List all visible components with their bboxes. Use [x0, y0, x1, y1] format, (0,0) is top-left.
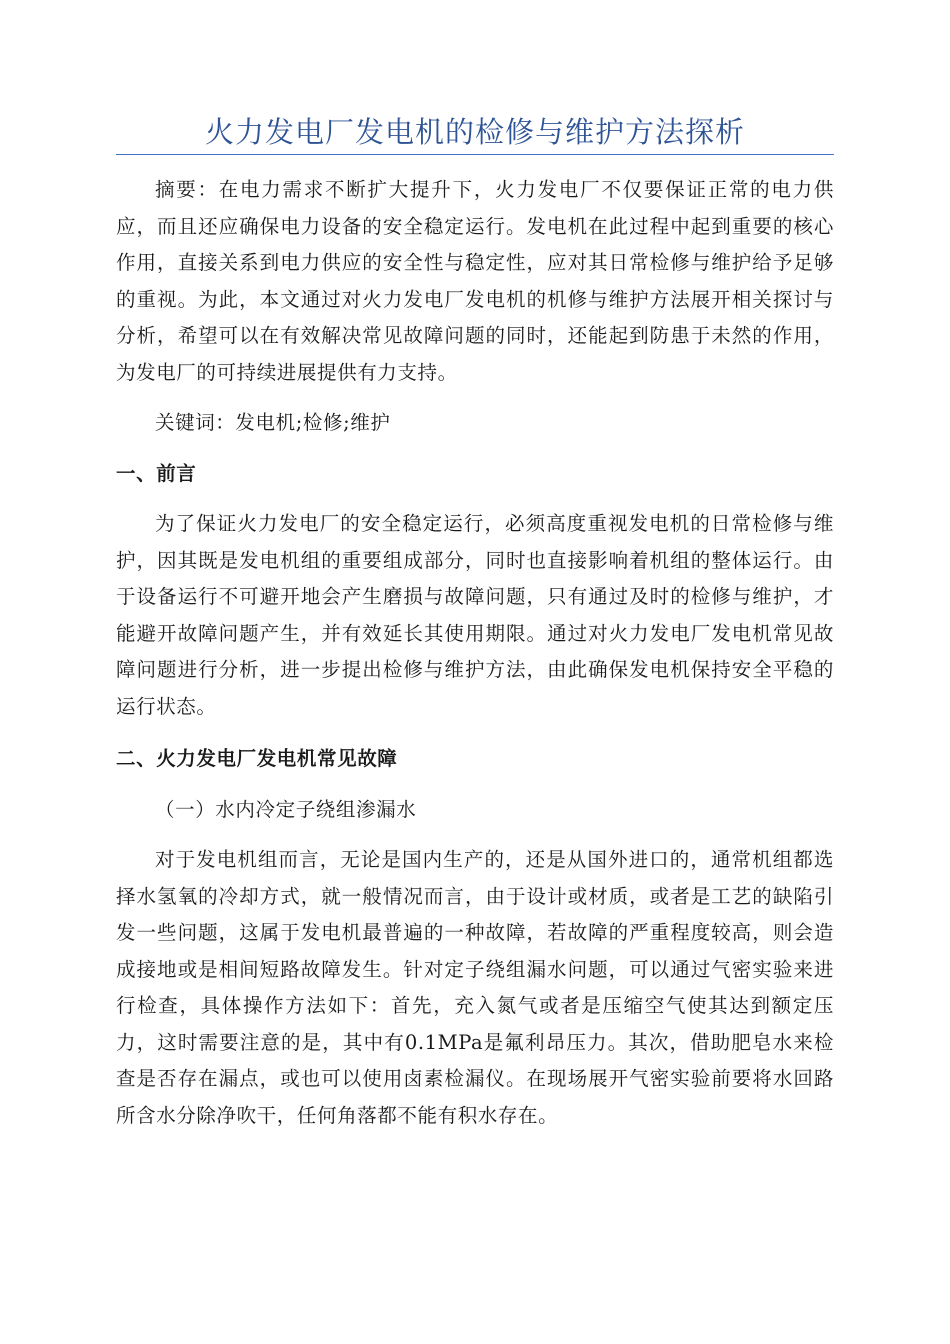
- keywords-line: 关键词：发电机;检修;维护: [155, 411, 391, 434]
- section-heading-preface: 一、前言: [116, 461, 197, 485]
- document-body: [116, 172, 834, 1134]
- preface-paragraph: 为了保证火力发电厂的安全稳定运行，必须高度重视发电机的日常检修与维护，因其既是发电机组的重要组成部分，同时也直接影响着机组的整体运行。由于设备运行不可避开地会产生磨损与故障问题，只有通过及时的检修与维护，才能避开故障问题产生，并有效延长其使用期限。通过对火力发电厂发电机常见故障问题进行分析，进一步提出检修与维护方法，由此确保发电机保持安全平稳的运行状态。: [116, 512, 834, 718]
- document-title: 火力发电厂发电机的检修与维护方法探析: [204, 115, 745, 149]
- subsection-heading-stator-leak: （一）水内冷定子绕组渗漏水: [155, 797, 417, 821]
- section-heading-common-faults: 二、火力发电厂发电机常见故障: [116, 747, 398, 770]
- abstract-paragraph: 摘要：在电力需求不断扩大提升下，火力发电厂不仅要保证正常的电力供应，而且还应确保电力设备的安全稳定运行。发电机在此过程中起到重要的核心作用，直接关系到电力供应的安全性与稳定性，应对其日常检修与维护给予足够的重视。为此，本文通过对火力发电厂发电机的机修与维护方法展开相关探讨与分析，希望可以在有效解决常见故障问题的同时，还能起到防患于未然的作用，为发电厂的可持续进展提供有力支持。: [116, 178, 834, 384]
- title-underline: [116, 154, 834, 155]
- stator-leak-paragraph: 对于发电机组而言，无论是国内生产的，还是从国外进口的，通常机组都选择水氢氧的冷却方式，就一般情况而言，由于设计或材质，或者是工艺的缺陷引发一些问题，这属于发电机最普遍的一种故障，若故障的严重程度较高，则会造成接地或是相间短路故障发生。针对定子绕组漏水问题，可以通过气密实验来进行检查，具体操作方法如下：首先，充入氮气或者是压缩空气使其达到额定压力，这时需要注意的是，其中有0.1MPa是氟利昂压力。其次，借助肥皂水来检查是否存在漏点，或也可以使用卤素检漏仪。在现场展开气密实验前要将水回路所含水分除净吹干，任何角落都不能有积水存在。: [116, 848, 834, 1127]
